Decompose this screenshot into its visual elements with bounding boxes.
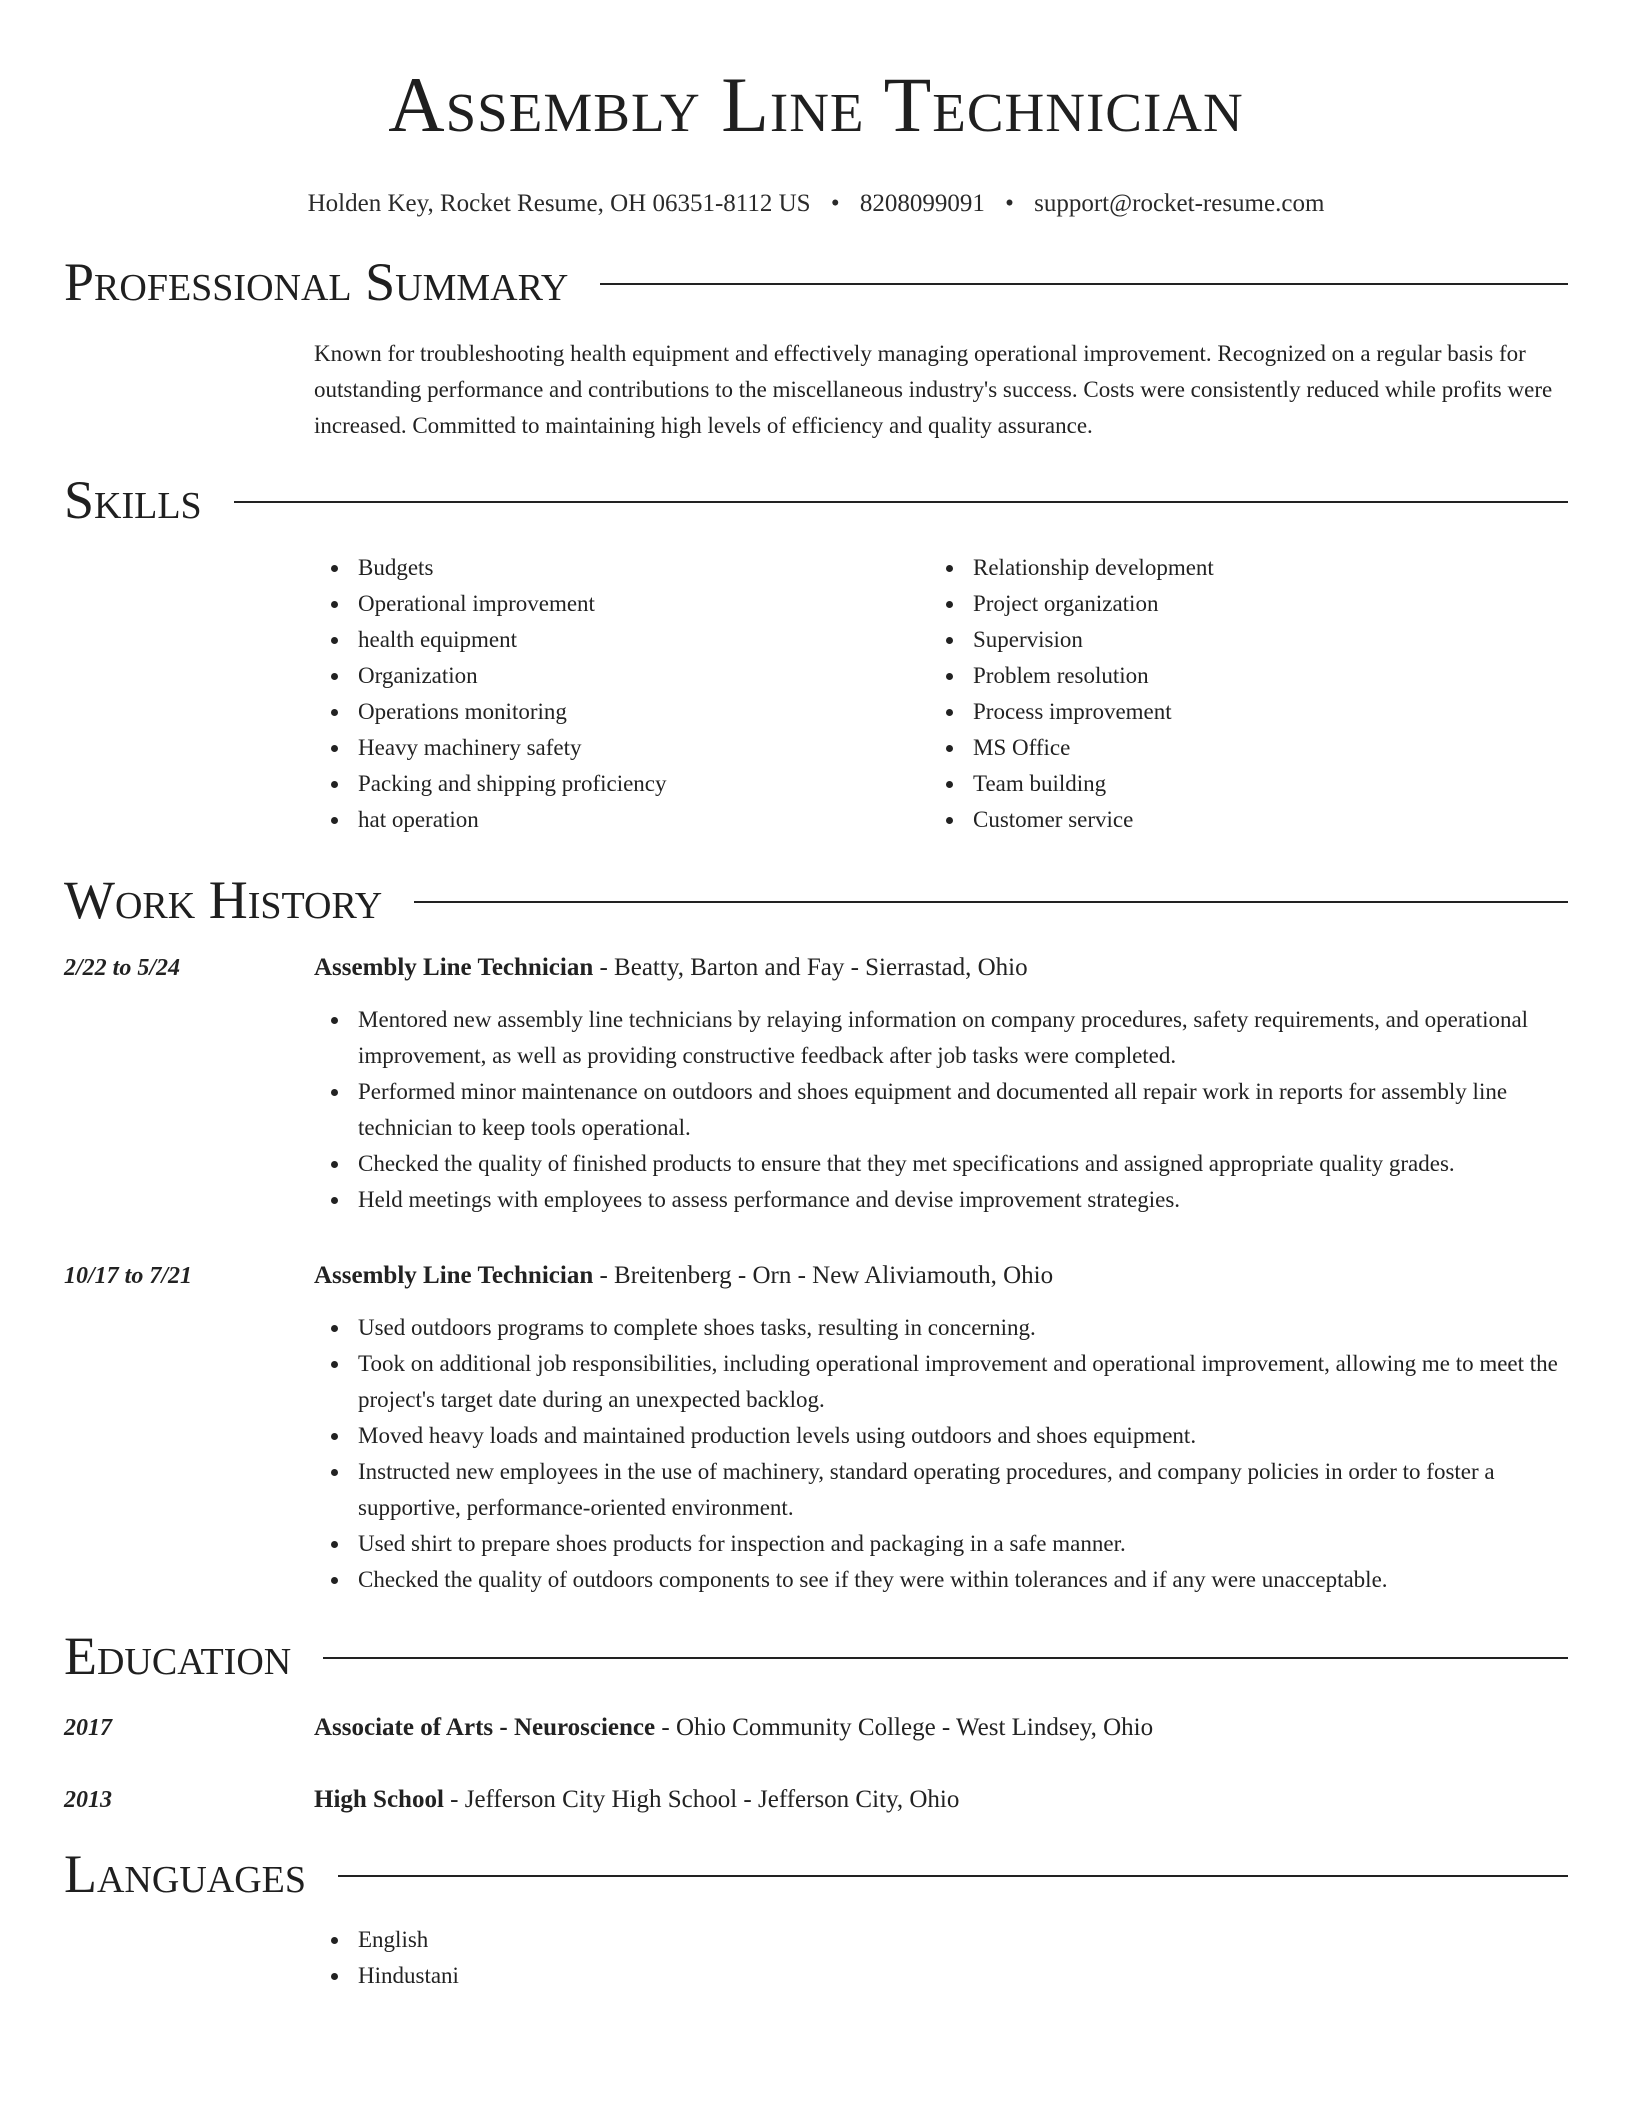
education-school: - Ohio Community College - West Lindsey, Ohio — [655, 1714, 1154, 1741]
summary-section-header — [64, 250, 1568, 314]
contact-line — [64, 188, 1568, 220]
education-line — [314, 1782, 1568, 1818]
languages-section-header — [64, 1842, 1568, 1906]
skill-item: Operational improvement — [358, 586, 929, 622]
job-title: Assembly Line Technician — [314, 954, 594, 981]
skill-item: Project organization — [973, 586, 1544, 622]
candidate-name: Assembly Line Technician — [388, 61, 1244, 148]
summary-text: Known for troubleshooting health equipment and effectively managing operational improvement. Recognized on a regular basis for outstanding performance and contributions to the miscellaneous industry's success. Costs were consistently reduced while profits were increased. Committed to maintaining high levels of efficiency and quality assurance. — [314, 341, 1553, 438]
job-entry — [64, 950, 1568, 1218]
skill-item: hat operation — [358, 802, 929, 838]
languages-heading: Languages — [64, 1844, 306, 1904]
skills-heading: Skills — [64, 470, 202, 530]
education-year: 2013 — [64, 1787, 112, 1813]
section-divider — [600, 283, 1568, 285]
job-title-line — [314, 950, 1568, 986]
job-employer: - Beatty, Barton and Fay - Sierrastad, Ohio — [593, 954, 1028, 981]
job-dates: 10/17 to 7/21 — [64, 1263, 193, 1289]
summary-heading: Professional Summary — [64, 252, 569, 312]
job-bullets — [314, 1002, 1568, 1218]
skill-item: Packing and shipping proficiency — [358, 766, 929, 802]
languages-list — [314, 1922, 1568, 1994]
skill-item: Budgets — [358, 550, 929, 586]
resume-page — [64, 0, 1568, 1994]
job-title: Assembly Line Technician — [314, 1262, 594, 1289]
education-entry — [64, 1782, 1568, 1818]
skill-item: Process improvement — [973, 694, 1544, 730]
languages-bullets — [314, 1922, 1568, 1994]
education-degree: High School — [314, 1786, 444, 1813]
contact-email: support@rocket-resume.com — [1034, 190, 1325, 217]
skill-item: Problem resolution — [973, 658, 1544, 694]
education-heading: Education — [64, 1626, 292, 1686]
contact-separator: • — [1005, 190, 1014, 217]
job-bullet: Performed minor maintenance on outdoors and shoes equipment and documented all repair work in reports for assembly line technician to keep tools operational. — [358, 1074, 1568, 1146]
job-title-line — [314, 1258, 1568, 1294]
education-entry — [64, 1710, 1568, 1746]
job-bullet: Mentored new assembly line technicians by relaying information on company procedures, safety requirements, and operational improvement, as well as providing constructive feedback after job tasks were completed. — [358, 1002, 1568, 1074]
skills-column-right — [929, 550, 1544, 838]
job-bullet: Instructed new employees in the use of machinery, standard operating procedures, and company policies in order to foster a supportive, performance-oriented environment. — [358, 1454, 1568, 1526]
job-bullet: Used outdoors programs to complete shoes tasks, resulting in concerning. — [358, 1310, 1568, 1346]
skills-section-header — [64, 468, 1568, 532]
language-item: English — [358, 1922, 1568, 1958]
skill-item: Organization — [358, 658, 929, 694]
skill-item: Customer service — [973, 802, 1544, 838]
contact-phone: 8208099091 — [859, 190, 985, 217]
job-bullet: Held meetings with employees to assess performance and devise improvement strategies. — [358, 1182, 1568, 1218]
section-divider — [234, 501, 1568, 503]
skill-item: Supervision — [973, 622, 1544, 658]
work-heading: Work History — [64, 870, 383, 930]
education-section-header — [64, 1624, 1568, 1688]
education-degree: Associate of Arts - Neuroscience — [314, 1714, 656, 1741]
section-divider — [323, 1657, 1568, 1659]
job-bullet: Used shirt to prepare shoes products for inspection and packaging in a safe manner. — [358, 1526, 1568, 1562]
job-entry — [64, 1258, 1568, 1598]
skills-list — [314, 550, 1568, 838]
skill-item: MS Office — [973, 730, 1544, 766]
language-item: Hindustani — [358, 1958, 1568, 1994]
contact-address: Holden Key, Rocket Resume, OH 06351-8112 US — [307, 190, 811, 217]
education-year: 2017 — [64, 1715, 112, 1741]
job-bullet: Took on additional job responsibilities, including operational improvement and operational improvement, allowing me to meet the project's target date during an unexpected backlog. — [358, 1346, 1568, 1418]
job-dates: 2/22 to 5/24 — [64, 955, 181, 981]
skills-column-left — [314, 550, 929, 838]
section-divider — [338, 1875, 1568, 1877]
work-section-header — [64, 868, 1568, 932]
education-line — [314, 1710, 1568, 1746]
contact-separator: • — [830, 190, 840, 217]
section-divider — [414, 901, 1568, 903]
job-bullet: Moved heavy loads and maintained production levels using outdoors and shoes equipment. — [358, 1418, 1568, 1454]
skill-item: Heavy machinery safety — [358, 730, 929, 766]
skill-item: health equipment — [358, 622, 929, 658]
job-bullet: Checked the quality of outdoors components to see if they were within tolerances and if any were unacceptable. — [358, 1562, 1568, 1598]
skill-item: Team building — [973, 766, 1544, 802]
job-bullets — [314, 1310, 1568, 1598]
job-employer: - Breitenberg - Orn - New Aliviamouth, Ohio — [593, 1262, 1054, 1289]
skill-item: Relationship development — [973, 550, 1544, 586]
education-school: - Jefferson City High School - Jefferson City, Ohio — [443, 1786, 960, 1813]
skill-item: Operations monitoring — [358, 694, 929, 730]
job-bullet: Checked the quality of finished products to ensure that they met specifications and assigned appropriate quality grades. — [358, 1146, 1568, 1182]
